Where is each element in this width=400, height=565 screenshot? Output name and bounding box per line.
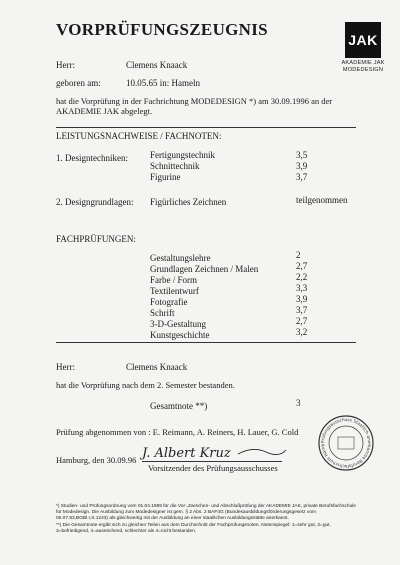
grade-item: 3,7 (296, 172, 308, 182)
official-stamp-icon (317, 414, 375, 472)
exam-grade-item: 3,7 (296, 305, 308, 315)
exam-grade-item: 2,7 (296, 316, 308, 326)
intro-line-2: AKADEMIE JAK abgelegt. (56, 106, 153, 116)
intro-line-1: hat die Vorprüfung in der Fachrichtung MODEDESIGN *) am 30.09.1996 an der (56, 96, 333, 106)
exam-grade-item: 2,2 (296, 272, 308, 282)
grade-item: 3,5 (296, 150, 308, 160)
passed-statement: hat die Vorprüfung nach dem 2. Semester bestanden. (56, 380, 235, 390)
design-techniques-grades (296, 150, 307, 183)
signatory-title: Vorsitzender des Prüfungsausschusses (148, 463, 278, 473)
exam-subject-item: Schrift (150, 308, 175, 318)
grade-item: 3,9 (296, 161, 308, 171)
exam-grade-item: 2,7 (296, 261, 308, 271)
exam-grades (296, 250, 307, 338)
birth-value: 10.05.65 in: Hameln (126, 78, 200, 88)
footnote-1: *) Studien- und Prüfungsordnung vom 01.04.1989 für die Vor-,Zwischen- und Abschlußprüfung der AKADEMIE JAK, private Berufsfachschule für Modedesign. Die Ausbildung zum Modedesigner ist gem. § 2 Abs. 2 BAFöG (Bundesausbildungsförderungsgesetz vom 06.07.83,BGBl.I,S.1243) als gleichwertig mit der Ausbildung an einer staatlichen Ausbildungsstätte anerkannt. (56, 504, 356, 521)
design-techniques-label: 1. Designtechniken: (56, 153, 128, 163)
summary-salutation: Herr: (56, 362, 75, 372)
logo-subtitle: AKADEMIE JAK MODEDESIGN (341, 60, 385, 73)
subject-item: Schnittechnik (150, 161, 200, 171)
divider-middle (56, 342, 356, 343)
exams-heading: FACHPRÜFUNGEN: (56, 234, 136, 244)
candidate-name: Clemens Knaack (126, 60, 188, 70)
exam-subject-item: Gestaltungslehre (150, 253, 211, 263)
footnote-2: **) Die Gesamtnote ergibt sich zu gleichen Teilen aus dem Durchschnitt der Fachprüfungsnoten. Notenspiegel: 1=sehr gut, 2=gut, 3=befriedigend, 4=ausreichend, schlechter als 4=nicht bestanden. (56, 523, 331, 534)
performance-heading: LEISTUNGSNACHWEISE / FACHNOTEN: (56, 131, 222, 141)
salutation-label: Herr: (56, 60, 75, 70)
subject-item: Fertigungstechnik (150, 150, 215, 160)
exam-grade-item: 3,2 (296, 327, 308, 337)
design-basics-label: 2. Designgrundlagen: (56, 197, 134, 207)
exam-subject-item: 3-D-Gestaltung (150, 319, 206, 329)
logo-mark-text: JAK (348, 32, 378, 48)
birth-label: geboren am: (56, 78, 101, 88)
signature-line (142, 461, 282, 462)
overall-grade-value: 3 (296, 398, 301, 408)
summary-name: Clemens Knaack (126, 362, 188, 372)
subject-item: Figurine (150, 172, 181, 182)
exam-subject-item: Textilentwurf (150, 286, 199, 296)
examiners-line: Prüfung abgenommen von : E. Reimann, A. Reiners, H. Lauer, G. Cold (56, 427, 299, 437)
design-basics-grade: teilgenommen (296, 195, 348, 205)
signature-text: J. Albert Kruz (142, 446, 231, 461)
exam-subject-item: Farbe / Form (150, 275, 197, 285)
exam-grade-item: 2 (296, 250, 301, 260)
design-techniques-subjects (150, 150, 215, 183)
exam-subjects (150, 253, 258, 341)
document-title: VORPRÜFUNGSZEUGNIS (56, 20, 268, 39)
exam-grade-item: 3,9 (296, 294, 308, 304)
exam-subject-item: Kunstgeschichte (150, 330, 210, 340)
divider-top (56, 127, 356, 128)
logo-mark (345, 22, 381, 58)
design-basics-subject: Figürliches Zeichnen (150, 197, 227, 207)
place-date: Hamburg, den 30.09.96 (56, 455, 137, 465)
exam-subject-item: Fotografie (150, 297, 188, 307)
overall-grade-label: Gesamtnote **) (150, 401, 208, 411)
exam-subject-item: Grundlagen Zeichnen / Malen (150, 264, 259, 274)
stamp-text: Prüfungsausschuss Staatlich anerkannte Berufsfachschule Hamb (319, 416, 373, 470)
exam-grade-item: 3,3 (296, 283, 308, 293)
